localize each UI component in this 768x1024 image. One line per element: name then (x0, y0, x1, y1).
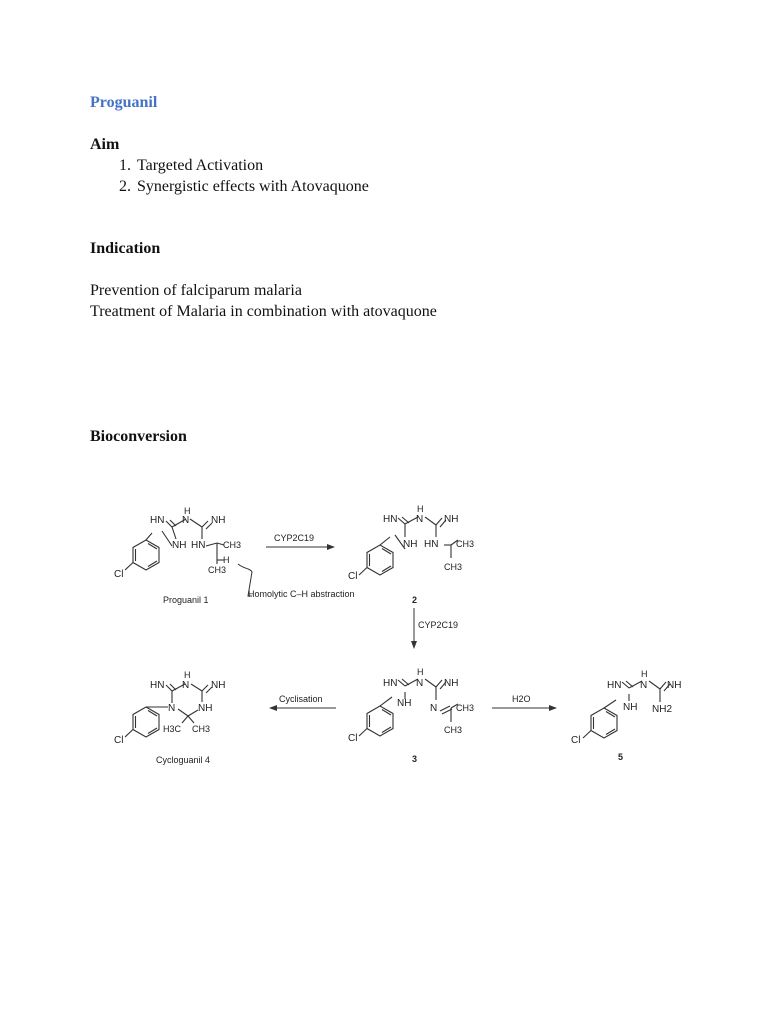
svg-text:NH: NH (172, 540, 187, 551)
page-title: Proguanil (90, 94, 158, 111)
svg-text:CH3: CH3 (192, 724, 211, 734)
svg-text:Cl: Cl (348, 733, 358, 744)
svg-text:H3C: H3C (163, 724, 182, 734)
svg-text:H: H (417, 667, 424, 677)
svg-text:HN: HN (383, 678, 398, 689)
reagent-cyclisation: Cyclisation (279, 694, 323, 704)
svg-text:CH3: CH3 (456, 539, 475, 549)
svg-text:NH: NH (444, 678, 459, 689)
svg-text:HN: HN (607, 680, 622, 691)
svg-text:NH: NH (211, 680, 226, 691)
svg-text:CH3: CH3 (444, 725, 463, 735)
svg-text:HN: HN (150, 680, 165, 691)
svg-text:Cl: Cl (348, 571, 358, 582)
caption-5: 5 (618, 752, 624, 762)
molecule-cycloguanil-labels (114, 670, 225, 765)
aim-item: 1. Targeted Activation (135, 155, 369, 176)
svg-text:H: H (641, 669, 648, 679)
svg-text:Cl: Cl (571, 735, 581, 746)
svg-text:HN: HN (191, 540, 206, 551)
svg-text:CH3: CH3 (444, 562, 463, 572)
svg-text:H: H (223, 555, 230, 565)
reagent-water: H2O (512, 694, 531, 704)
svg-text:NH2: NH2 (652, 704, 673, 715)
molecule-proguanil-labels (114, 506, 358, 605)
svg-text:N: N (182, 515, 190, 526)
svg-text:H: H (417, 504, 424, 514)
indication-heading: Indication (90, 240, 161, 257)
svg-text:NH: NH (444, 514, 459, 525)
svg-text:NH: NH (397, 698, 412, 709)
indication-line: Treatment of Malaria in combination with atovaquone (90, 303, 437, 320)
svg-text:H: H (184, 670, 191, 680)
svg-text:NH: NH (211, 515, 226, 526)
molecule-proguanil (125, 519, 252, 596)
bioconversion-heading: Bioconversion (90, 428, 187, 445)
svg-text:CH3: CH3 (208, 565, 227, 575)
caption-2: 2 (412, 595, 418, 605)
svg-text:Cl: Cl (114, 569, 124, 580)
svg-text:N: N (182, 680, 190, 691)
svg-text:HN: HN (424, 539, 439, 550)
svg-text:NH: NH (403, 539, 418, 550)
svg-text:CH3: CH3 (456, 703, 475, 713)
indication-line: Prevention of falciparum malaria (90, 282, 302, 299)
svg-text:N: N (430, 703, 438, 714)
aim-heading: Aim (90, 136, 120, 153)
svg-text:Cl: Cl (114, 735, 124, 746)
svg-text:CH3: CH3 (223, 540, 242, 550)
svg-text:N: N (416, 678, 424, 689)
svg-text:HN: HN (383, 514, 398, 525)
caption-cycloguanil: Cycloguanil 4 (156, 755, 211, 765)
note-ch-abstraction: Homolytic C–H abstraction (248, 589, 355, 599)
svg-text:N: N (416, 514, 424, 525)
caption-proguanil: Proguanil 1 (163, 595, 209, 605)
reagent-cyp2c19-1: CYP2C19 (274, 533, 315, 543)
reagent-cyp2c19-2: CYP2C19 (418, 620, 459, 630)
caption-3: 3 (412, 754, 418, 764)
svg-text:H: H (184, 506, 191, 516)
svg-text:N: N (640, 680, 648, 691)
svg-text:NH: NH (198, 703, 213, 714)
svg-text:N: N (168, 703, 176, 714)
svg-text:HN: HN (150, 515, 165, 526)
svg-text:NH: NH (667, 680, 682, 691)
aim-item: 2. Synergistic effects with Atovaquone (135, 176, 369, 197)
svg-text:NH: NH (623, 702, 638, 713)
